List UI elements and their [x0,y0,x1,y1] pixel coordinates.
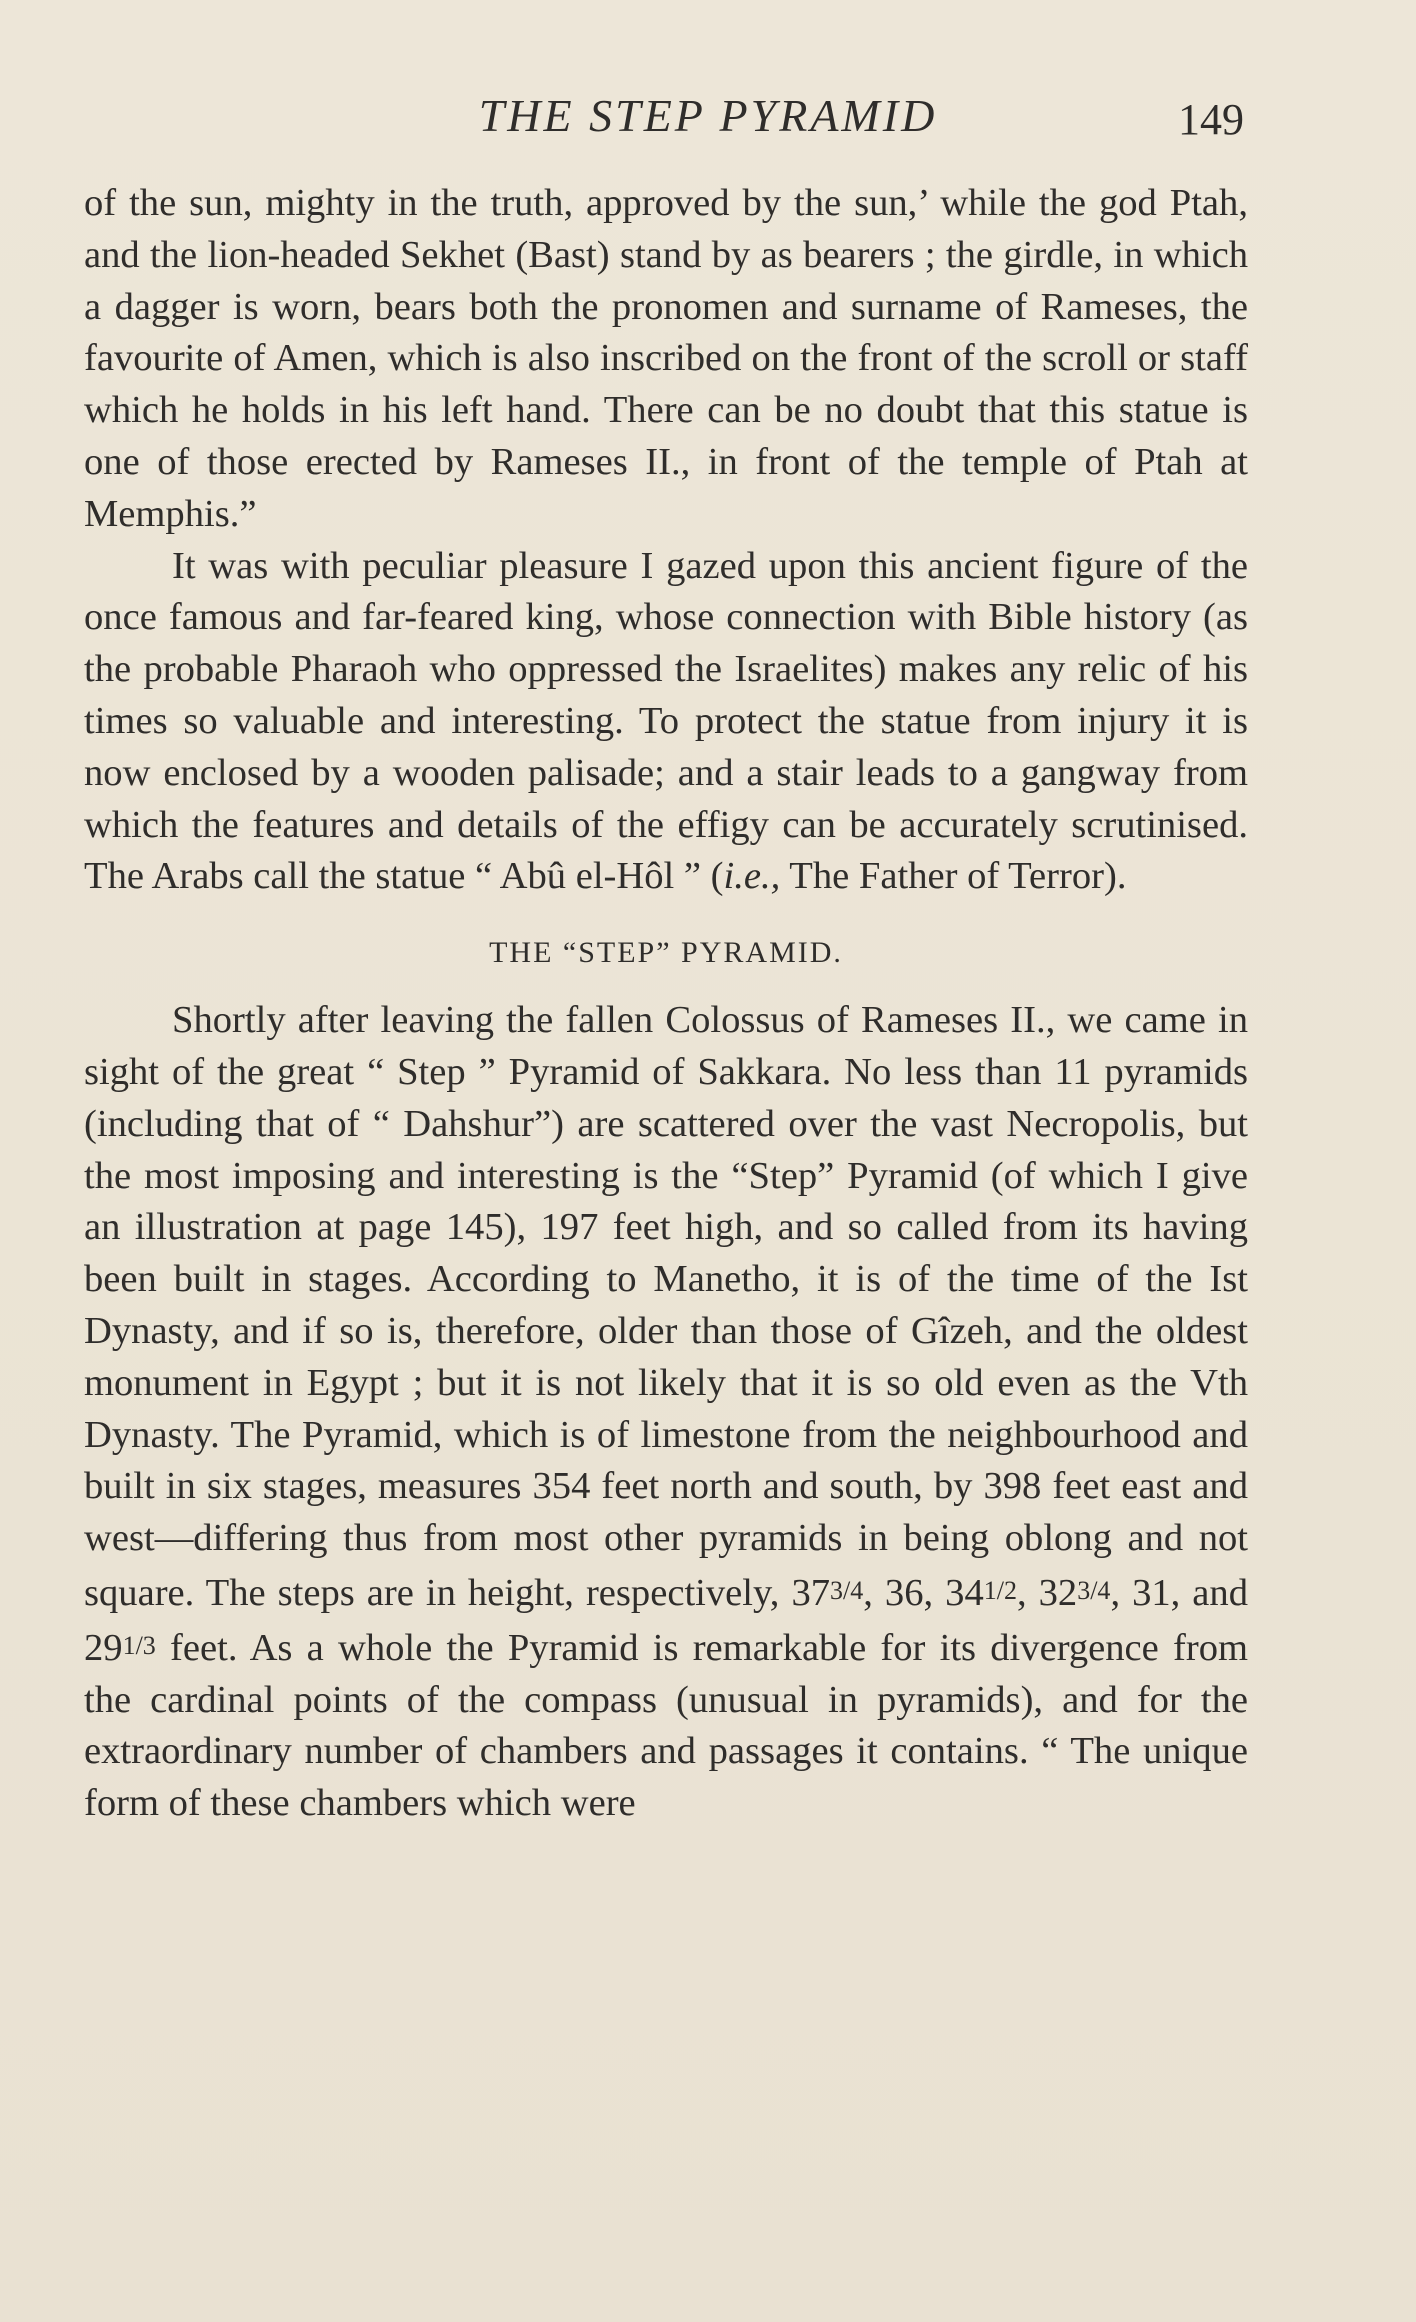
running-title: THE STEP PYRAMID [478,90,938,141]
paragraph-3-text-b: , 36, 34 [863,1571,984,1614]
page-number: 149 [1178,95,1244,144]
body-text [84,178,1248,1830]
running-head [0,86,1416,146]
paragraph-3-text-a: Shortly after leaving the fallen Colossus of Rameses II., we came in sight of the great “ Step ” Pyramid of Sakkara. No less than 11 pyramids (including that of “ Dahshur”) are scattered over the vast Necropolis, but the most imposing and interesting is the “Step” Pyramid (of which I give an illustration at page 145), 197 feet high, and so called from its having been built in stages. According to Manetho, it is of the time of the Ist Dynasty, and if so is, therefore, older than those of Gîzeh, and the oldest monument in Egypt ; but it is not likely that it is so old even as the Vth Dynasty. The Pyramid, which is of limestone from the neighbourhood and built in six stages, measures 354 feet north and south, by 398 feet east and west—differing thus from most other pyramids in being oblong and not square. The steps are in height, respectively, 37 [84,999,1248,1614]
paragraph-3-text-c: , 32 [1016,1571,1078,1614]
paragraph-3 [84,995,1248,1830]
paragraph-2-italic: i.e., [723,855,781,898]
paragraph-2 [84,541,1248,904]
paragraph-2-end: The Father of Terror). [780,855,1127,898]
fraction-4: 1/3 [122,1630,156,1660]
fraction-1: 3/4 [830,1575,864,1605]
paragraph-3-text-e: feet. As a whole the Pyramid is remarkable for its divergence from the cardinal points of the compass (unusual in pyramids), and for the extraordinary number of chambers and passages it contains. “ The unique form of these chambers which were [84,1626,1248,1825]
section-heading: THE “STEP” PYRAMID. [489,936,843,970]
paragraph-1: of the sun, mighty in the truth, approved by the sun,’ while the god Ptah, and the lion-headed Sekhet (Bast) stand by as bearers ; the girdle, in which a dagger is worn, bears both the pronomen and surname of Rameses, the favourite of Amen, which is also inscribed on the front of the scroll or staff which he holds in his left hand. There can be no doubt that this statue is one of those erected by Rameses II., in front of the temple of Ptah at Memphis.” [84,182,1248,535]
fraction-2: 1/2 [983,1575,1017,1605]
fraction-3: 3/4 [1077,1575,1111,1605]
paragraph-2-text: It was with peculiar pleasure I gazed upon this ancient figure of the once famous and far-feared king, whose connection with Bible history (as the probable Pharaoh who oppressed the Israelites) makes any relic of his times so valuable and interesting. To protect the statue from injury it is now enclosed by a wooden palisade; and a stair leads to a gangway from which the features and details of the effigy can be accurately scrutinised. The Arabs call the statue “ Abû el-Hôl ” ( [84,544,1248,898]
paragraph-3-text-d: , 31, and 29 [84,1571,1249,1669]
